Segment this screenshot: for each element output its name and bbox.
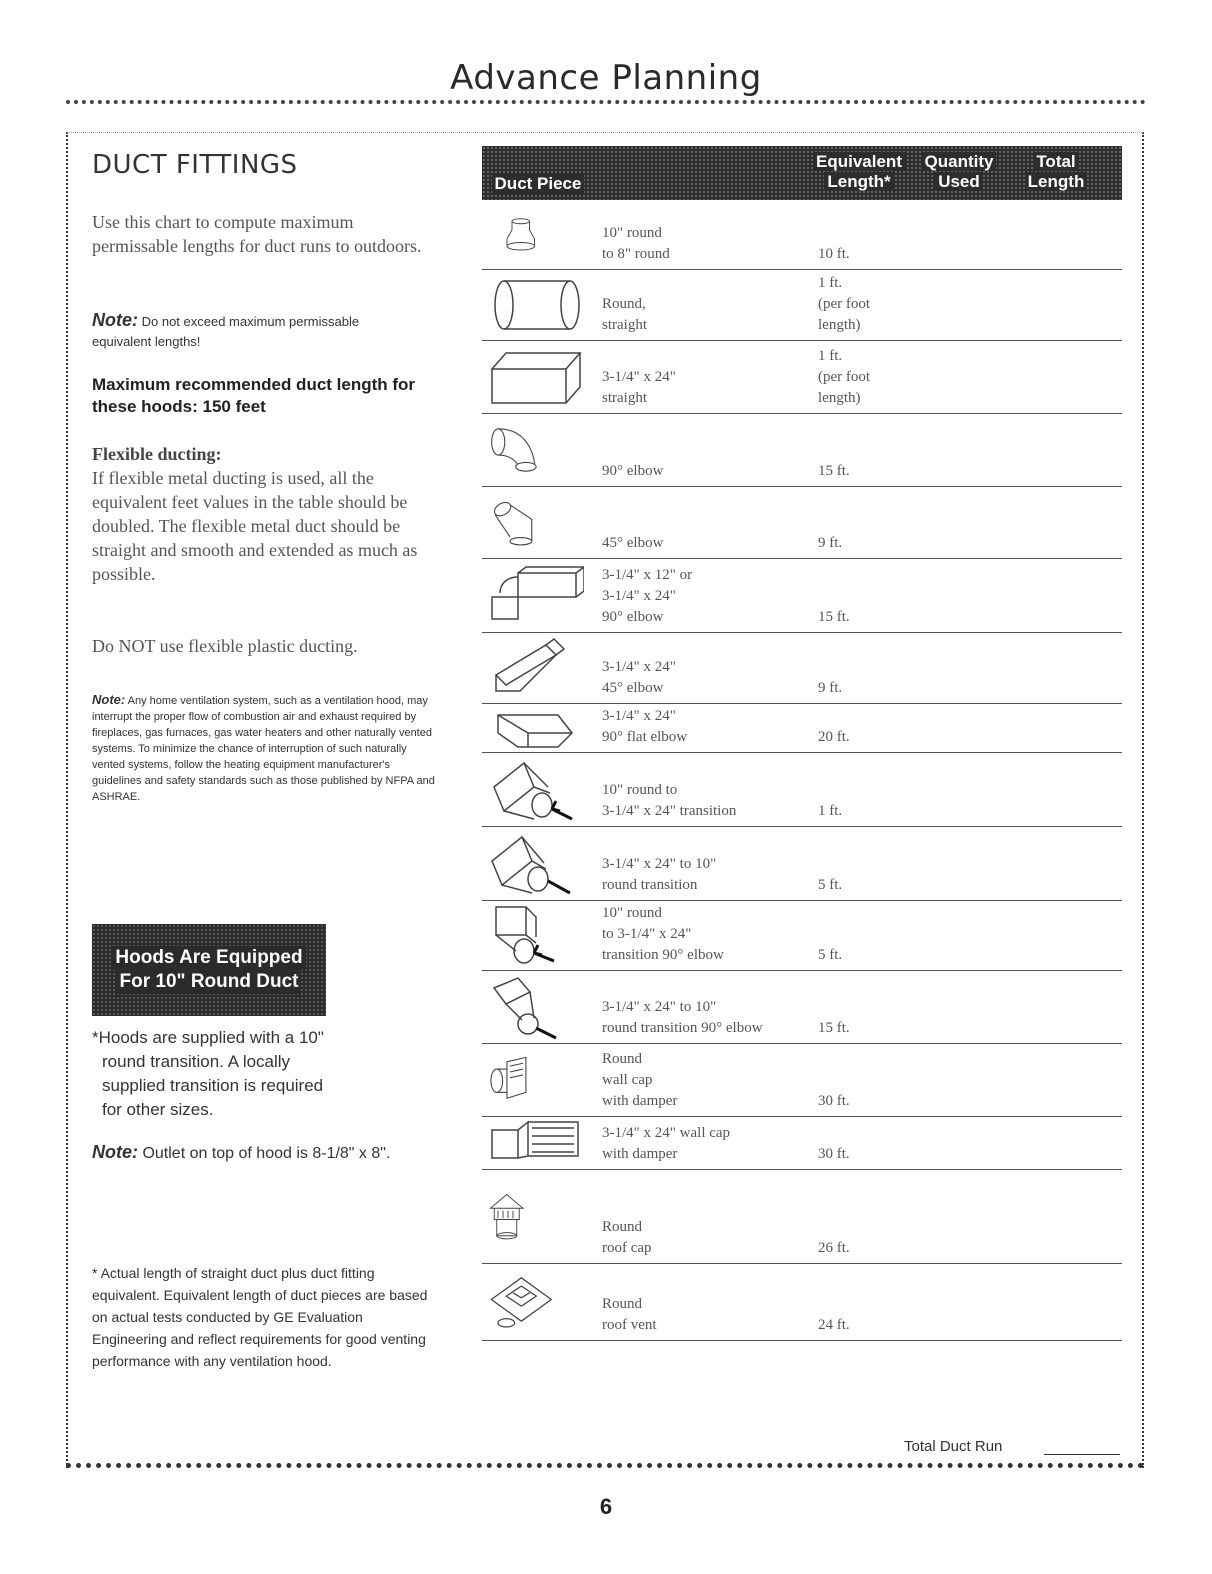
note-max-lengths [92,310,412,352]
round-90-elbow-icon [488,426,558,474]
piece-description: 45° elbow [602,535,664,551]
col-equivalent-length: Equivalent Length* [804,152,914,192]
table-row [482,414,1122,487]
banner-line-2: For 10" Round Duct [117,970,302,994]
table-row [482,633,1122,704]
note-label: Note: [92,692,126,707]
flexible-ducting-text: If flexible metal ducting is used, all the equivalent feet values in the table should be doubled. The flexible metal duct should be straight and smooth and extended as much as possible. [92,468,418,584]
round-45-elbow-icon [488,498,558,546]
table-row [482,341,1122,414]
flexible-ducting-heading: Flexible ducting: [92,444,222,464]
col-quantity-used: Quantity Used [914,152,1004,192]
col-duct-piece: Duct Piece [488,174,588,194]
note-text: Any home ventilation system, such as a ventilation hood, may interrupt the proper flow of combustion air and exhaust required by fireplaces, gas furnaces, gas water heaters and other naturally vented systems. To minimize the chance of interruption of such naturally vented systems, follow the heating equipment manufacturer's guidelines and safety standards such as those published by NFPA and ASHRAE. [92,695,435,803]
equivalent-length: 24 ft. [818,1317,850,1333]
rect-90-elbow-icon [488,563,584,629]
piece-description: 90° elbow [602,463,664,479]
table-row [482,1044,1122,1117]
rect-to-round-90-transition-icon [488,974,584,1040]
equivalent-length: 1 ft. (per foot length) [818,348,871,406]
round-to-rect-90-transition-icon [488,903,584,969]
piece-description: 10" round to 3-1/4" x 24" transition 90° elbow [602,905,724,963]
piece-description: 3-1/4" x 24" straight [602,369,676,406]
title-rule [66,100,1146,104]
supplied-line: round transition. A locally [102,1052,291,1071]
table-row [482,1117,1122,1170]
do-not-plastic-text: Do NOT use flexible plastic ducting. [92,636,358,656]
round-wall-cap-icon [488,1056,558,1104]
section-title: DUCT FITTINGS [92,150,298,180]
piece-description: 3-1/4" x 24" wall cap with damper [602,1125,731,1162]
piece-description: 3-1/4" x 24" to 10" round transition [602,856,717,893]
table-row [482,559,1122,633]
rect-wall-cap-icon [488,1118,584,1168]
table-row [482,827,1122,901]
table-row [482,971,1122,1044]
flat-elbow-icon [488,705,584,751]
equivalent-length: 30 ft. [818,1093,850,1109]
round-roof-cap-icon [488,1192,548,1242]
intro-text: Use this chart to compute maximum permissable lengths for duct runs to outdoors. [92,212,422,256]
footnote: * Actual length of straight duct plus duct fitting equivalent. Equivalent length of duct pieces are based on actual tests conducted by GE Evaluation Engineering and reflect requirements for good venting performance with any ventilation hood. [92,1265,428,1369]
reducer-icon [502,216,562,254]
note-text: Outlet on top of hood is 8-1/8" x 8". [138,1145,391,1162]
round-to-rect-transition-icon [488,757,584,823]
equivalent-length: 15 ft. [818,609,850,625]
duct-table [482,200,1122,1341]
piece-description: 3-1/4" x 24" 90° flat elbow [602,708,688,745]
rect-straight-duct-icon [488,347,584,407]
piece-description: 3-1/4" x 24" to 10" round transition 90° elbow [602,999,763,1036]
table-row [482,270,1122,341]
table-row [482,1170,1122,1264]
note-text: Do not exceed maximum permissable equivalent lengths! [92,314,360,349]
equivalent-length: 15 ft. [818,463,850,479]
equivalent-length: 9 ft. [818,535,843,551]
equivalent-length: 10 ft. [818,246,850,262]
ventilation-note [92,692,442,805]
equivalent-length: 1 ft. (per foot length) [818,275,871,333]
banner-line-1: Hoods Are Equipped [112,946,305,970]
table-header [482,146,1122,200]
supplied-line: for other sizes. [102,1100,214,1119]
supplied-transition-text [92,1026,392,1122]
equivalent-length: 5 ft. [818,877,843,893]
piece-description: Round roof cap [602,1219,652,1256]
piece-description: 10" round to 3-1/4" x 24" transition [602,782,737,819]
note-label: Note: [92,1142,138,1162]
table-row [482,1264,1122,1341]
piece-description: 10" round to 8" round [602,225,670,262]
piece-description: Round, straight [602,296,647,333]
round-duct-banner [92,924,326,1016]
note-label: Note: [92,310,138,330]
piece-description: Round wall cap with damper [602,1051,678,1109]
supplied-line: supplied transition is required [102,1076,324,1095]
max-recommended-length: Maximum recommended duct length for these hoods: 150 feet [92,375,416,416]
piece-description: Round roof vent [602,1296,657,1333]
piece-description: 3-1/4" x 24" 45° elbow [602,659,676,696]
round-straight-duct-icon [488,275,584,335]
rect-45-elbow-icon [488,635,584,701]
equivalent-length: 15 ft. [818,1020,850,1036]
roof-vent-icon [488,1275,568,1330]
equivalent-length: 20 ft. [818,729,850,745]
piece-description: 3-1/4" x 12" or 3-1/4" x 24" 90° elbow [602,567,693,625]
table-row [482,704,1122,753]
table-row [482,487,1122,559]
equivalent-length: 9 ft. [818,680,843,696]
col-total-length: Total Length [1006,152,1106,192]
table-row [482,901,1122,971]
page-title: Advance Planning [450,58,762,98]
page-number: 6 [599,1494,613,1519]
total-duct-run-blank[interactable] [1044,1454,1120,1455]
outlet-note [92,1142,392,1164]
table-row [482,753,1122,827]
table-row [482,200,1122,270]
total-duct-run-label: Total Duct Run [904,1438,1003,1455]
equivalent-length: 1 ft. [818,803,843,819]
rect-to-round-transition-icon [488,831,584,897]
equivalent-length: 5 ft. [818,947,843,963]
equivalent-length: 26 ft. [818,1240,850,1256]
supplied-line: *Hoods are supplied with a 10" [92,1028,324,1047]
equivalent-length: 30 ft. [818,1146,850,1162]
